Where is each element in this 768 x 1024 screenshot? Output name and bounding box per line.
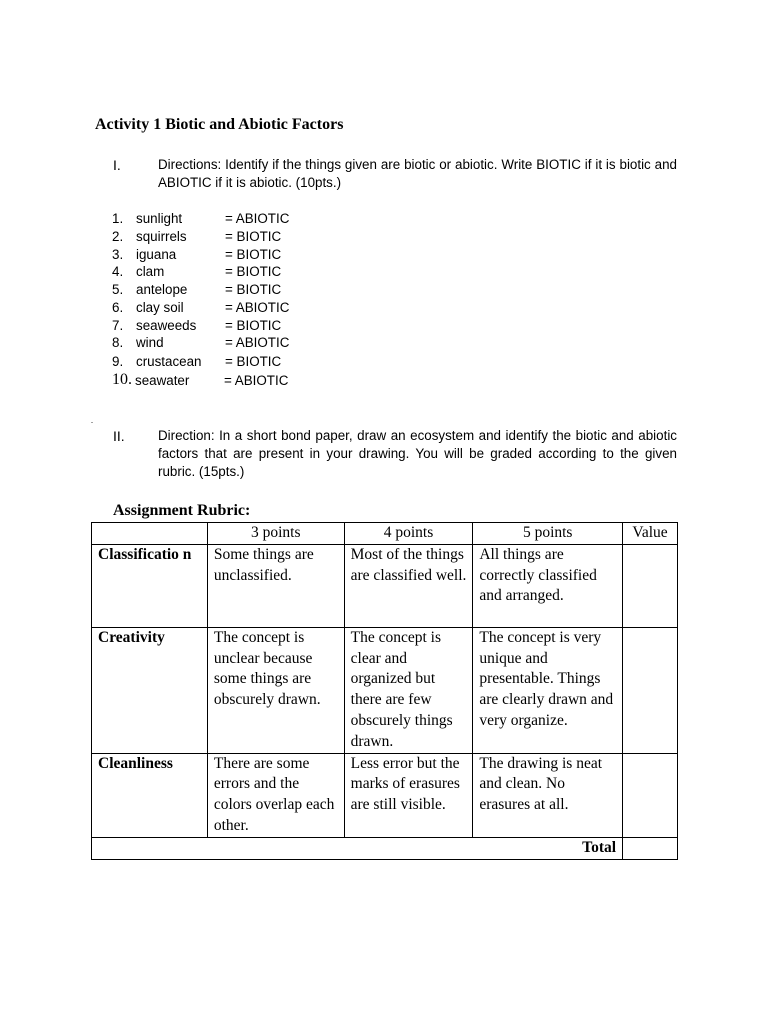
list-item	[112, 316, 281, 334]
item-number: 4.	[112, 263, 124, 279]
total-row	[92, 837, 678, 859]
part2-directions: Direction: In a short bond paper, draw an ecosystem and identify the biotic and abiotic factors that are present in your drawing. You will be graded according to the given rubric. (15pts.)	[158, 428, 677, 479]
table-cell: The concept is very unique and presentable. Things are clearly drawn and very organize.	[473, 627, 623, 753]
column-header: 4 points	[344, 523, 473, 545]
rubric-table	[91, 522, 678, 860]
table-cell: Less error but the marks of erasures are still visible.	[344, 753, 473, 837]
item-number: 1.	[112, 210, 124, 226]
item-name: clay soil	[136, 299, 184, 315]
list-item	[112, 262, 281, 280]
item-answer: = BIOTIC	[225, 281, 282, 297]
column-header: 3 points	[207, 523, 344, 545]
total-value	[623, 837, 678, 859]
item-answer: = ABIOTIC	[224, 372, 289, 388]
criterion-cell: Cleanliness	[92, 753, 208, 837]
list-item	[112, 371, 288, 389]
table-cell: The drawing is neat and clean. No erasures at all.	[473, 753, 623, 837]
item-name: crustacean	[136, 353, 202, 369]
item-name: wind	[136, 334, 164, 350]
item-name: clam	[136, 263, 165, 279]
column-header	[92, 523, 208, 545]
table-cell: All things are correctly classified and arranged.	[473, 544, 623, 627]
table-cell: There are some errors and the colors overlap each other.	[207, 753, 344, 837]
value-cell	[623, 627, 678, 753]
item-answer: = BIOTIC	[225, 353, 282, 369]
table-cell: Some things are unclassified.	[207, 544, 344, 627]
list-item	[112, 280, 281, 298]
part1-numeral: I.	[113, 157, 121, 173]
item-answer: = ABIOTIC	[225, 210, 290, 226]
column-header: 5 points	[473, 523, 623, 545]
table-cell: The concept is unclear because some things are obscurely drawn.	[207, 627, 344, 753]
item-name: antelope	[136, 281, 188, 297]
item-answer: = BIOTIC	[225, 317, 282, 333]
value-cell	[623, 753, 678, 837]
value-cell	[623, 544, 678, 627]
total-label: Total	[92, 837, 623, 859]
item-answer: = BIOTIC	[225, 246, 282, 262]
item-name: squirrels	[136, 228, 187, 244]
table-row	[92, 753, 678, 837]
item-answer: = ABIOTIC	[225, 299, 290, 315]
item-number: 3.	[112, 246, 124, 262]
item-number: 7.	[112, 317, 124, 333]
list-item	[112, 227, 281, 245]
item-answer: = BIOTIC	[225, 263, 282, 279]
list-item	[112, 333, 289, 351]
table-row	[92, 627, 678, 753]
list-item	[112, 298, 289, 316]
stray-mark: .	[91, 416, 93, 425]
item-name: seaweeds	[136, 317, 197, 333]
part1-directions: Directions: Identify if the things given are biotic or abiotic. Write BIOTIC if it is biotic and ABIOTIC if it is abiotic. (10pts.)	[158, 157, 677, 190]
item-name: sunlight	[136, 210, 183, 226]
item-answer: = ABIOTIC	[225, 334, 290, 350]
item-number: 5.	[112, 281, 124, 297]
list-item	[112, 245, 281, 263]
item-number: 8.	[112, 334, 124, 350]
table-cell: The concept is clear and organized but there are few obscurely things drawn.	[344, 627, 473, 753]
item-answer: = BIOTIC	[225, 228, 282, 244]
part2-numeral: II.	[113, 428, 125, 444]
table-row	[92, 544, 678, 627]
table-cell: Most of the things are classified well.	[344, 544, 473, 627]
item-number: 9.	[112, 353, 124, 369]
item-number: 10.	[112, 371, 132, 388]
item-number: 2.	[112, 228, 124, 244]
activity-title: Activity 1 Biotic and Abiotic Factors	[95, 116, 344, 133]
criterion-cell: Classificatio n	[92, 544, 208, 627]
list-item	[112, 352, 281, 370]
list-item	[112, 209, 289, 227]
rubric-title: Assignment Rubric:	[113, 502, 251, 519]
item-name: seawater	[135, 372, 190, 388]
criterion-cell: Creativity	[92, 627, 208, 753]
table-header-row	[92, 523, 678, 545]
item-number: 6.	[112, 299, 124, 315]
column-header: Value	[623, 523, 678, 545]
item-name: iguana	[136, 246, 177, 262]
